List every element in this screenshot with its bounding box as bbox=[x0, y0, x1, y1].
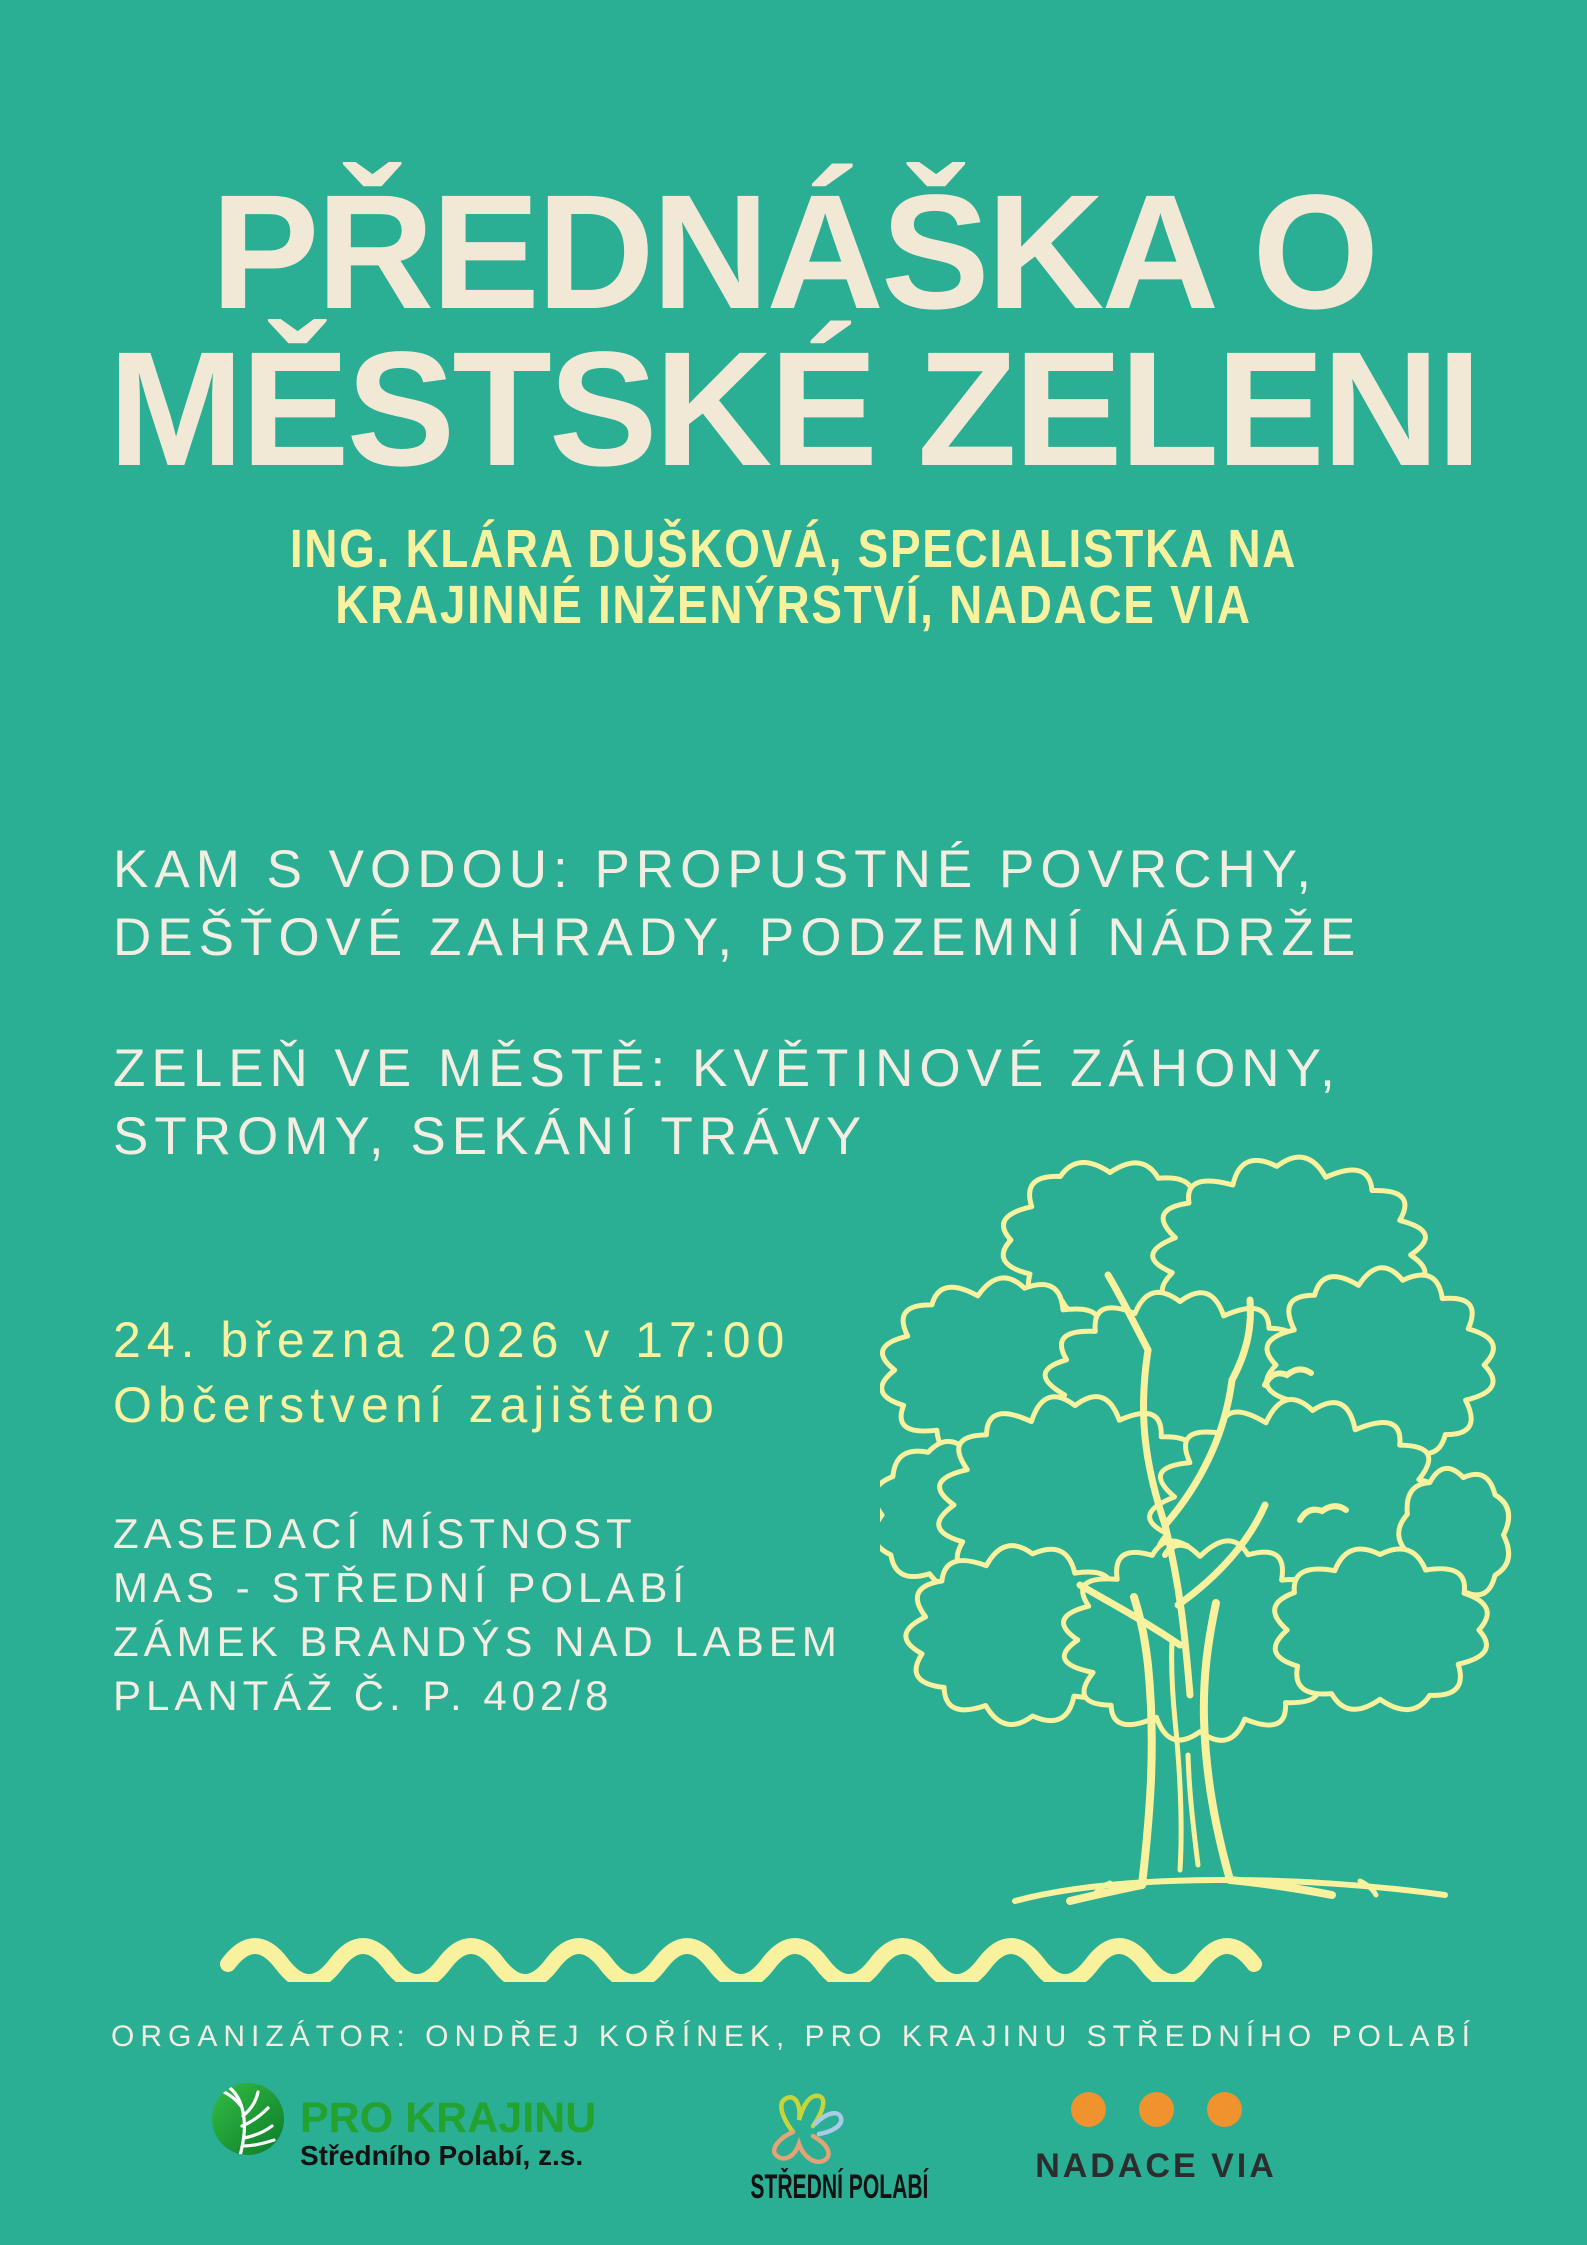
event-datetime bbox=[113, 1308, 790, 1438]
topic-greenery-line2: STROMY, SEKÁNÍ TRÁVY bbox=[113, 1107, 868, 1166]
event-refreshments-line: Občerstvení zajištěno bbox=[113, 1377, 720, 1433]
organizer-line: ORGANIZÁTOR: ONDŘEJ KOŘÍNEK, PRO KRAJINU STŘEDNÍHO POLABÍ bbox=[111, 2020, 1476, 2053]
stredni-polabi-label: STŘEDNÍ POLABÍ bbox=[750, 2168, 929, 2206]
event-title-line2: MĚSTSKÉ ZELENI bbox=[108, 317, 1479, 500]
wave-divider-icon bbox=[220, 1922, 1295, 1982]
three-orange-dots-icon bbox=[1022, 2092, 1290, 2127]
event-date-line: 24. března 2026 v 17:00 bbox=[113, 1312, 791, 1368]
speaker-subtitle bbox=[119, 521, 1468, 633]
orange-dot-icon bbox=[1071, 2092, 1106, 2127]
green-tree-circle-icon bbox=[210, 2082, 286, 2158]
star-squiggle-icon bbox=[755, 2086, 845, 2164]
topic-water bbox=[113, 836, 1361, 972]
event-title-line1: PŘEDNÁŠKA O bbox=[210, 160, 1377, 343]
location-line-4: PLANTÁŽ Č. P. 402/8 bbox=[113, 1672, 614, 1719]
topic-greenery-line1: ZELEŇ VE MĚSTĚ: KVĚTINOVÉ ZÁHONY, bbox=[113, 1039, 1341, 1098]
topic-water-line2: DEŠŤOVÉ ZAHRADY, PODZEMNÍ NÁDRŽE bbox=[113, 908, 1362, 967]
speaker-subtitle-line1: ING. KLÁRA DUŠKOVÁ, SPECIALISTKA NA bbox=[289, 519, 1298, 579]
nadace-via-logo bbox=[1022, 2092, 1290, 2186]
location-line-2: MAS - STŘEDNÍ POLABÍ bbox=[113, 1564, 690, 1611]
speaker-subtitle-line2: KRAJINNÉ INŽENÝRSTVÍ, NADACE VIA bbox=[335, 575, 1252, 635]
canopy-blob bbox=[1275, 1549, 1488, 1710]
orange-dot-icon bbox=[1139, 2092, 1174, 2127]
location-line-3: ZÁMEK BRANDÝS NAD LABEM bbox=[113, 1618, 842, 1665]
event-location bbox=[113, 1507, 842, 1723]
stredni-polabi-logo bbox=[720, 2086, 929, 2206]
event-title bbox=[0, 160, 1587, 500]
orange-dot-icon bbox=[1207, 2092, 1242, 2127]
pro-krajinu-name: PRO KRAJINU bbox=[300, 2094, 597, 2142]
pro-krajinu-logo bbox=[210, 2082, 596, 2172]
location-line-1: ZASEDACÍ MÍSTNOST bbox=[113, 1510, 637, 1557]
topic-water-line1: KAM S VODOU: PROPUSTNÉ POVRCHY, bbox=[113, 840, 1317, 899]
nadace-via-label: NADACE VIA bbox=[1035, 2147, 1277, 2185]
tree-illustration-icon bbox=[880, 1135, 1520, 1910]
pro-krajinu-subname: Středního Polabí, z.s. bbox=[300, 2140, 584, 2171]
